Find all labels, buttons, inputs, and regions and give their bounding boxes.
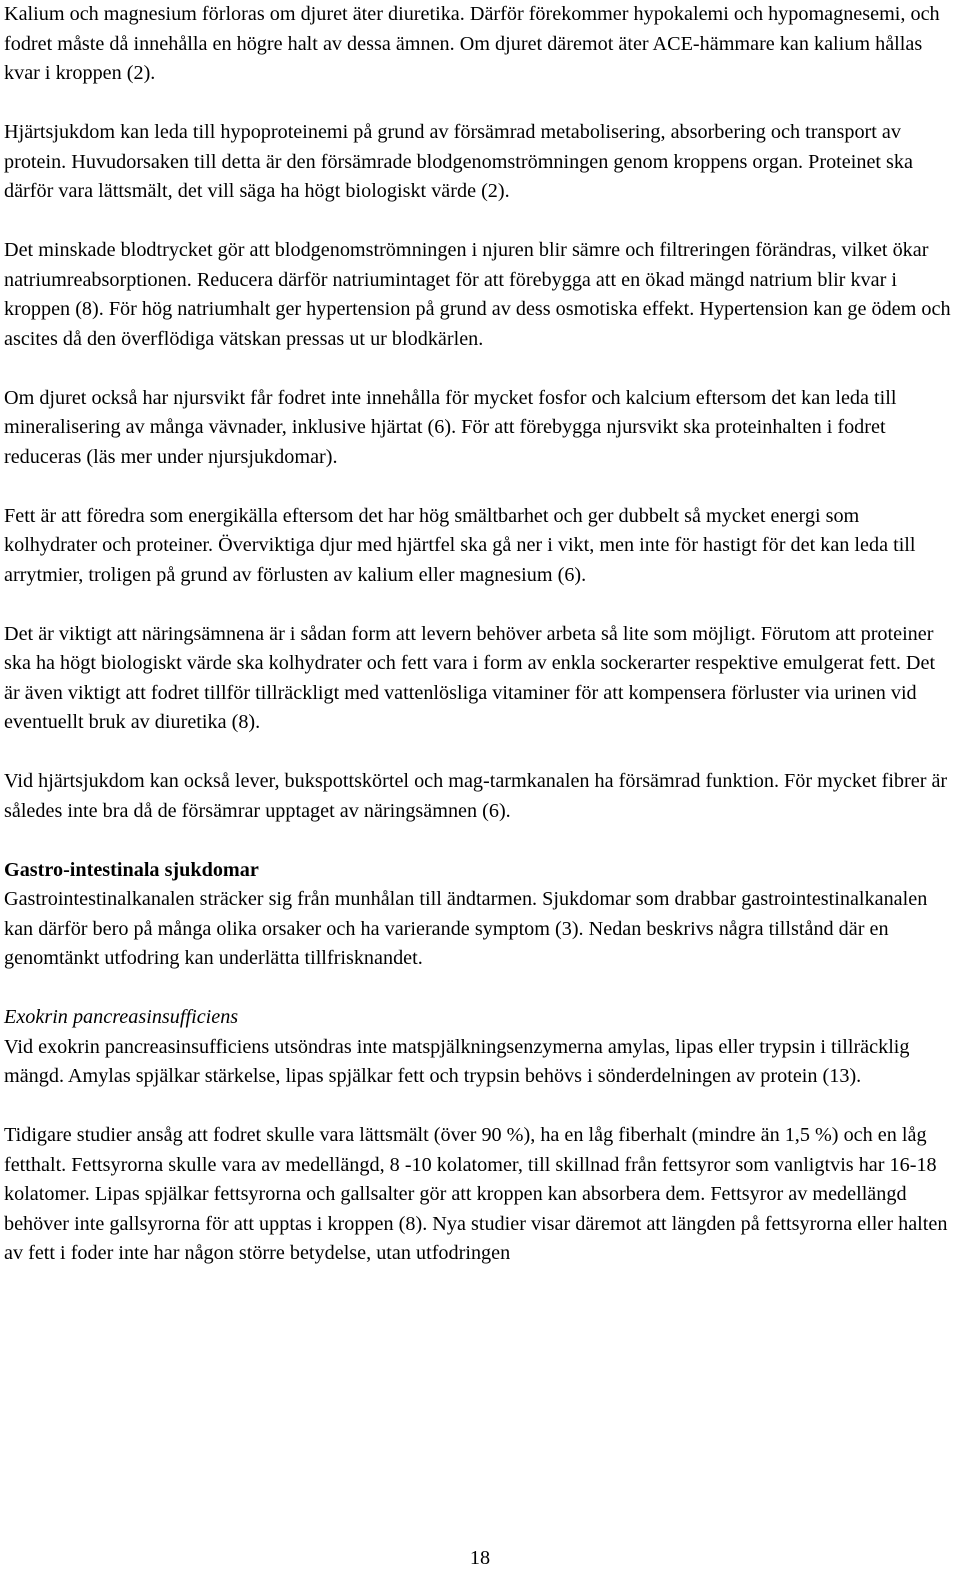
paragraph-potassium-magnesium: Kalium och magnesium förloras om djuret äter diuretika. Därför förekommer hypokalemi och hypomagnesemi, och fodret måste då innehålla en högre halt av dessa ämnen. Om djuret däremot äter ACE-hämmare kan kalium hållas kvar i kroppen (2). xyxy=(4,3,940,84)
subsection-paragraph-studies: Tidigare studier ansåg att fodret skulle vara lättsmält (över 90 %), ha en låg fiberhalt (mindre än 1,5 %) och en låg fetthalt. Fettsyrorna skulle vara av medellängd, 8 -10 kolatomer, till skillnad från fettsyror som vanligtvis har 16-18 kolatomer. Lipas spjälkar fettsyrorna och gallsalter gör att kroppen kan absorbera dem. Fettsyror av medellängd behöver inte gallsyrorna för att upptas i kroppen (8). Nya studier visar däremot att längden på fettsyrorna eller halten av fett i foder inte har någon större betydelse, utan utfodringen xyxy=(4,1124,948,1264)
section-heading: Gastro-intestinala sjukdomar xyxy=(4,858,259,881)
subsection-paragraph-enzymes: Vid exokrin pancreasinsufficiens utsöndras inte matspjälkningsenzymerna amylas, lipas eller trypsin i tillräcklig mängd. Amylas spjälkar stärkelse, lipas spjälkar fett och trypsin behövs i sönderdelningen av protein (13). xyxy=(4,1035,910,1087)
paragraph-liver-nutrients: Det är viktigt att näringsämnena är i sådan form att levern behöver arbeta så lite som möjligt. Förutom att proteiner ska ha högt biologiskt värde ska kolhydrater och fett vara i form av enkla sockerarter respektive emulgerat fett. Det är även viktigt att fodret tillför tillräckligt med vattenlösliga vitaminer för att kompensera förluster via urinen vid eventuellt bruk av diuretika (8). xyxy=(4,622,936,733)
paragraph-kidney-failure: Om djuret också har njursvikt får fodret inte innehålla för mycket fosfor och kalcium eftersom det kan leda till mineralisering av många vävnader, inklusive hjärtat (6). För att förebygga njursvikt ska proteinhalten i fodret reduceras (läs mer under njursjukdomar). xyxy=(4,386,897,468)
paragraph-fat-energy: Fett är att föredra som energikälla eftersom det har hög smältbarhet och ger dubbelt så mycket energi som kolhydrater och proteiner. Överviktiga djur med hjärtfel ska gå ner i vikt, men inte för hastigt för det kan leda till arrytmier, troligen på grund av förlusten av kalium eller magnesium (6). xyxy=(4,504,916,586)
paragraph-sodium: Det minskade blodtrycket gör att blodgenomströmningen i njuren blir sämre och filtreringen förändras, vilket ökar natriumreabsorptionen. Reducera därför natriumintaget för att förebygga att en ökad mängd natrium blir kvar i kroppen (8). För hög natriumhalt ger hypertension på grund av dess osmotiska effekt. Hypertension kan ge ödem och ascites då den överflödiga vätskan pressas ut ur blodkärlen. xyxy=(4,239,951,350)
section-intro: Gastrointestinalkanalen sträcker sig från munhålan till ändtarmen. Sjukdomar som drabbar gastrointestinalkanalen kan därför bero på många olika orsaker och ha varierande symptom (3). Nedan beskrivs några tillstånd där en genomtänkt utfodring kan underlätta tillfrisknandet. xyxy=(4,888,928,969)
paragraph-hypoproteinemia: Hjärtsjukdom kan leda till hypoproteinemi på grund av försämrad metabolisering, absorbering och transport av protein. Huvudorsaken till detta är den försämrade blodgenomströmningen genom kroppens organ. Proteinet ska därför vara lättsmält, det vill säga ha högt biologiskt värde (2). xyxy=(4,121,913,202)
document-page xyxy=(4,0,954,1269)
subsection-heading: Exokrin pancreasinsufficiens xyxy=(4,1006,239,1028)
paragraph-fiber: Vid hjärtsjukdom kan också lever, bukspottskörtel och mag-tarmkanalen ha försämrad funktion. För mycket fibrer är således inte bra då de försämrar upptaget av näringsämnen (6). xyxy=(4,770,948,822)
page-number: 18 xyxy=(469,1547,491,1569)
